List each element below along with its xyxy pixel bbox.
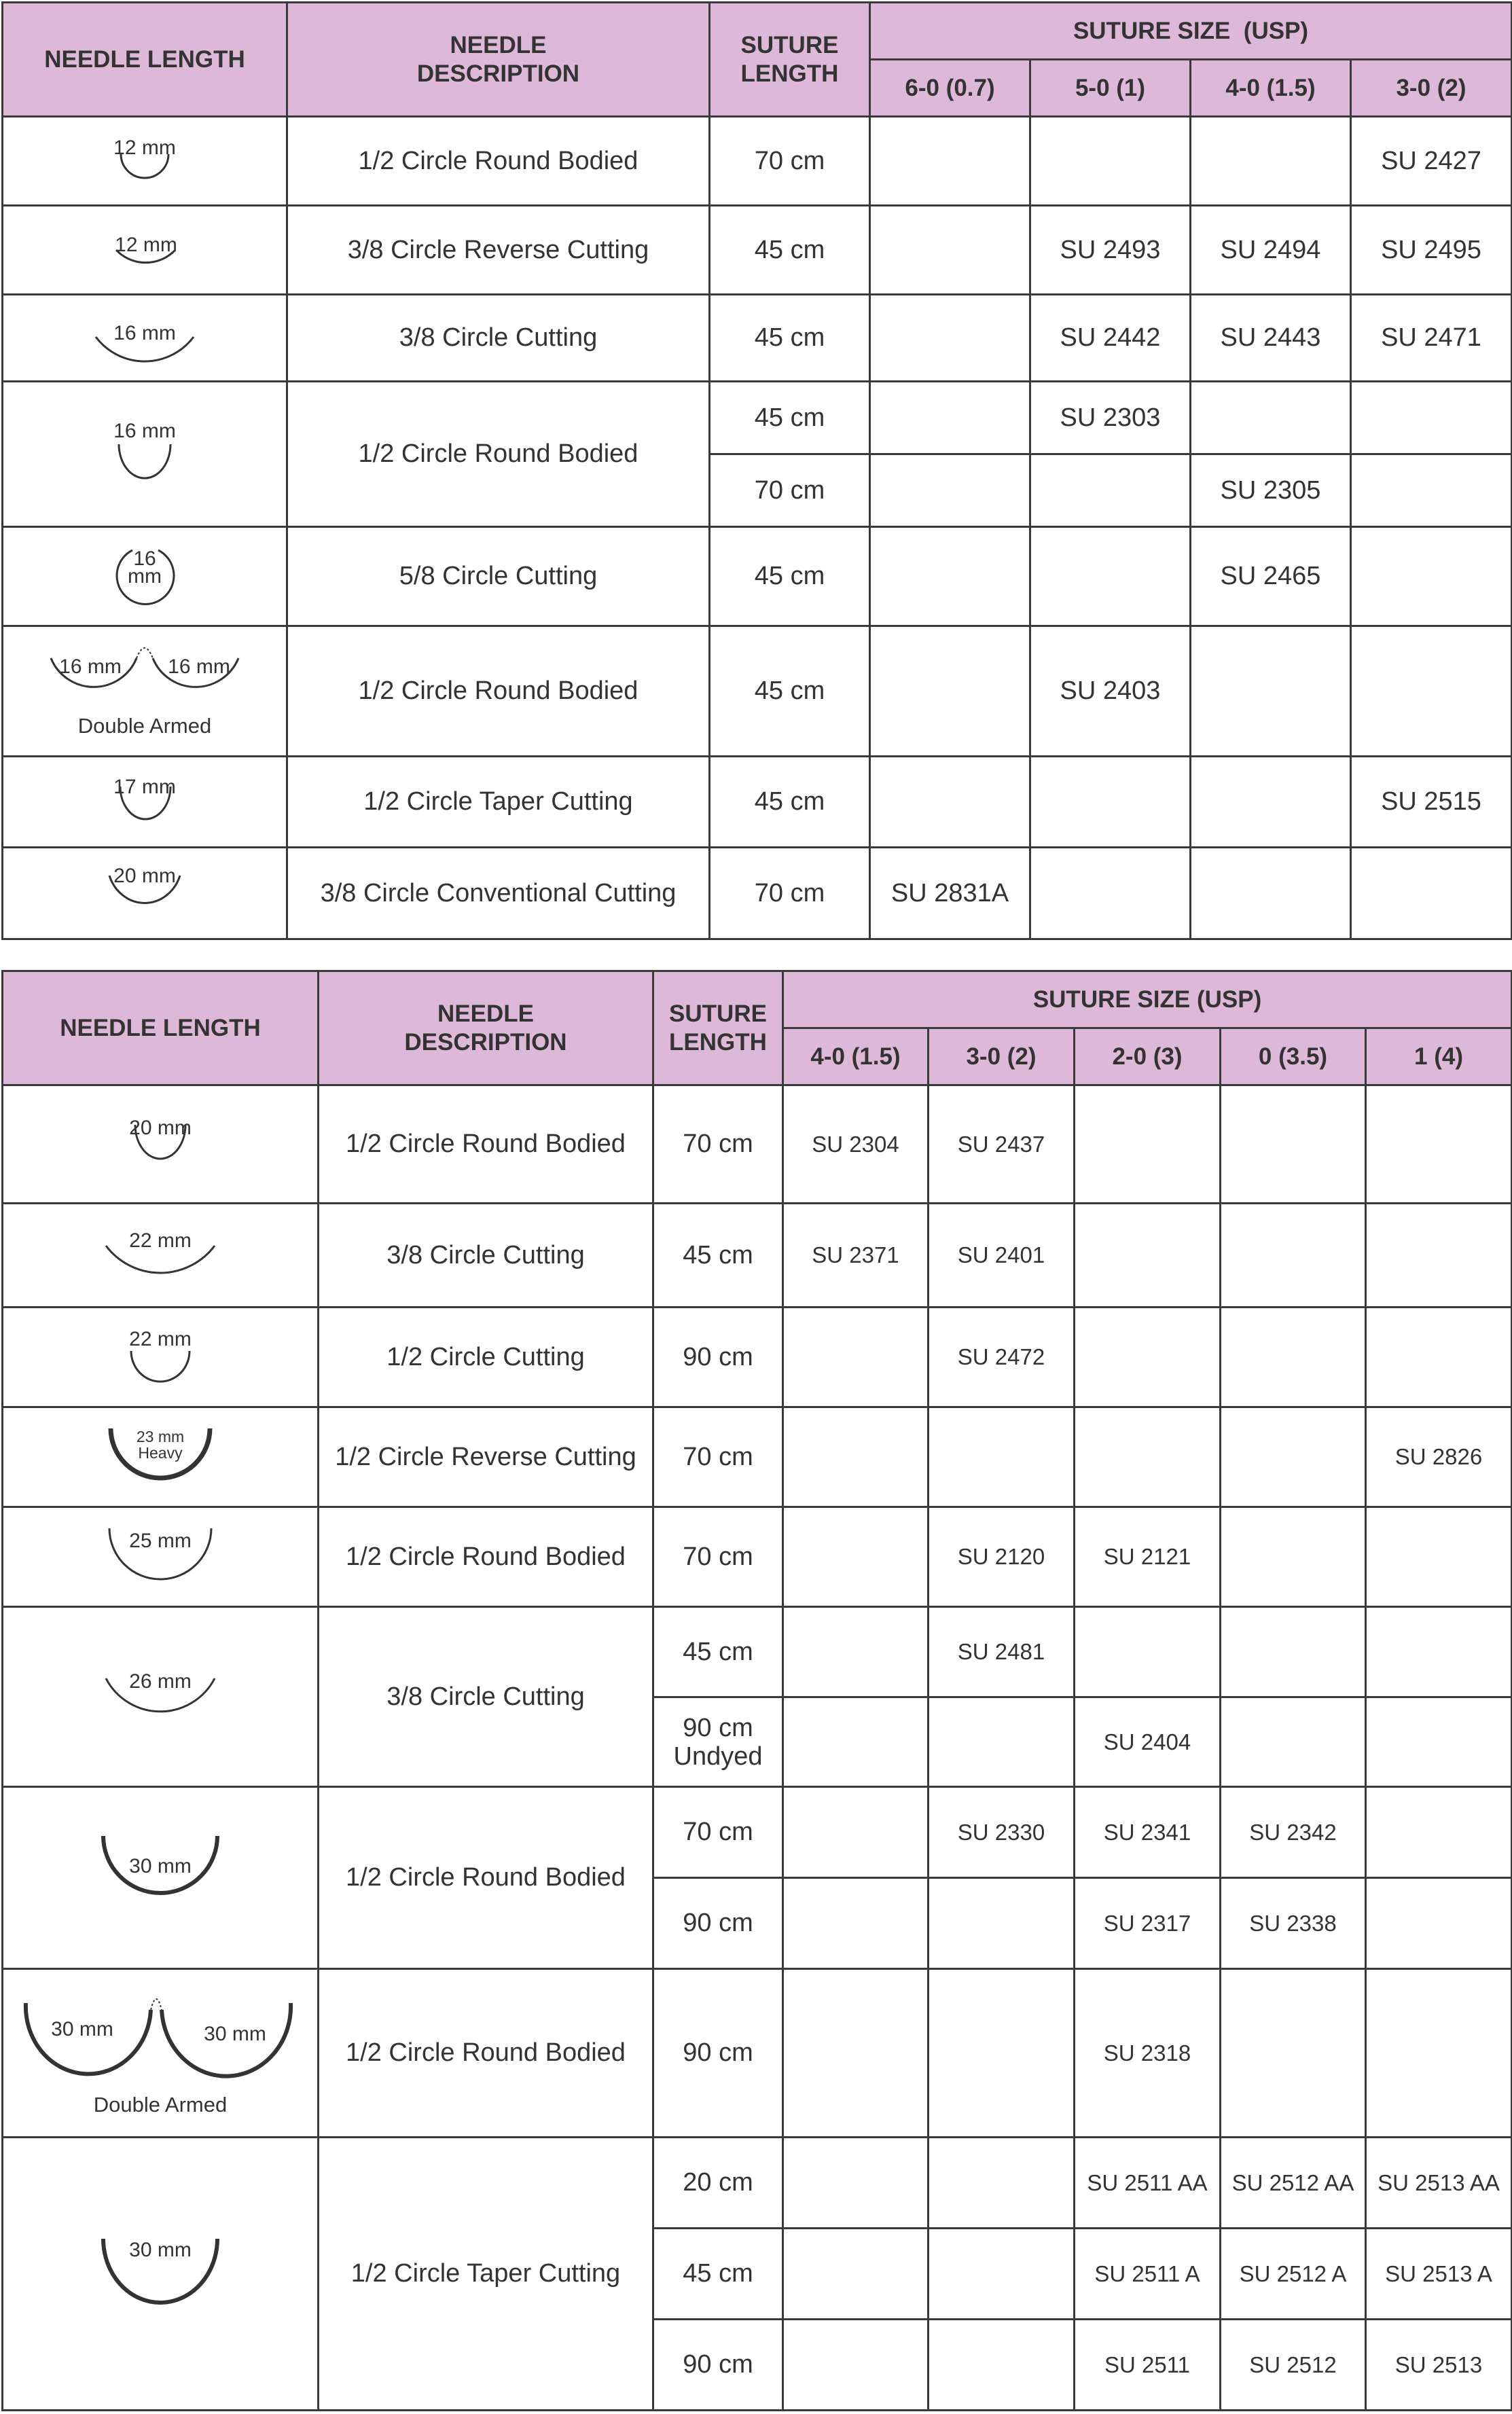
product-code (1351, 527, 1512, 626)
product-code (1221, 1507, 1366, 1607)
svg-text:26 mm: 26 mm (129, 1670, 192, 1693)
header-suture-length: SUTURE LENGTH (653, 971, 783, 1085)
product-code (1075, 1308, 1221, 1407)
header-needle-length: NEEDLE LENGTH (3, 971, 319, 1085)
needle-cell (3, 382, 287, 527)
needle-cell (3, 527, 287, 626)
product-code (1366, 1878, 1512, 1969)
product-code: SU 2513 AA (1366, 2138, 1512, 2229)
table-row (3, 1407, 1512, 1507)
product-code: SU 2401 (929, 1204, 1075, 1308)
table-row (3, 1085, 1512, 1204)
svg-text:30 mm: 30 mm (51, 2017, 113, 2040)
product-code: SU 2826 (1366, 1407, 1512, 1507)
table-row (3, 2138, 1512, 2229)
product-code: SU 2495 (1351, 206, 1512, 295)
needle-description: 1/2 Circle Round Bodied (319, 1085, 653, 1204)
svg-text:20 mm: 20 mm (113, 865, 176, 887)
product-code: SU 2437 (929, 1085, 1075, 1204)
suture-length: 45 cm (710, 295, 870, 382)
product-code: SU 2831A (870, 848, 1030, 939)
product-code (783, 1787, 929, 1878)
suture-length: 90 cm (653, 1308, 783, 1407)
suture-length: 45 cm (710, 206, 870, 295)
needle-description: 3/8 Circle Reverse Cutting (287, 206, 710, 295)
product-code: SU 2404 (1075, 1697, 1221, 1787)
table-row (3, 1507, 1512, 1607)
product-code (1366, 1697, 1512, 1787)
product-code: SU 2318 (1075, 1969, 1221, 2138)
table-row (3, 382, 1512, 454)
suture-length: 45 cm (710, 382, 870, 454)
svg-text:30 mm: 30 mm (129, 2238, 192, 2261)
product-code: SU 2330 (929, 1787, 1075, 1878)
suture-length: 45 cm (710, 527, 870, 626)
svg-text:30 mm: 30 mm (129, 1854, 192, 1877)
product-code (783, 2229, 929, 2320)
product-code (1366, 1607, 1512, 1697)
product-code (1221, 1697, 1366, 1787)
three-eighths-circle-needle-icon (84, 859, 206, 927)
needle-description: 1/2 Circle Taper Cutting (287, 757, 710, 848)
product-code (1030, 848, 1191, 939)
half-circle-needle-icon (86, 2227, 235, 2322)
product-code (1191, 117, 1351, 206)
product-code (1030, 454, 1191, 527)
product-code: SU 2120 (929, 1507, 1075, 1607)
product-code (1366, 1507, 1512, 1607)
suture-length: 70 cm (653, 1787, 783, 1878)
needle-description: 1/2 Circle Round Bodied (287, 382, 710, 527)
product-code (1221, 1607, 1366, 1697)
product-code (783, 1697, 929, 1787)
product-code: SU 2317 (1075, 1878, 1221, 1969)
product-code (870, 382, 1030, 454)
table-row (3, 527, 1512, 626)
product-code (1075, 1085, 1221, 1204)
product-code: SU 2512 A (1221, 2229, 1366, 2320)
needle-description: 5/8 Circle Cutting (287, 527, 710, 626)
needle-cell (3, 757, 287, 848)
needle-description: 1/2 Circle Round Bodied (287, 626, 710, 757)
suture-length: 70 cm (710, 454, 870, 527)
product-code (1351, 848, 1512, 939)
header-size: 3-0 (2) (1351, 60, 1512, 117)
product-code: SU 2403 (1030, 626, 1191, 757)
table-row (3, 206, 1512, 295)
product-code (929, 2229, 1075, 2320)
suture-length: 90 cm (653, 2320, 783, 2411)
half-circle-needle-icon (90, 772, 199, 833)
table-row (3, 295, 1512, 382)
suture-length: 70 cm (710, 848, 870, 939)
product-code (1191, 626, 1351, 757)
svg-text:17 mm: 17 mm (113, 775, 176, 798)
product-code (929, 2138, 1075, 2229)
header-size: 2-0 (3) (1075, 1028, 1221, 1085)
product-code: SU 2513 A (1366, 2229, 1512, 2320)
needle-description: 1/2 Circle Round Bodied (319, 1969, 653, 2138)
header-size: 1 (4) (1366, 1028, 1512, 1085)
suture-length: 45 cm (653, 1607, 783, 1697)
product-code (870, 527, 1030, 626)
product-code (1221, 1407, 1366, 1507)
needle-cell (3, 1787, 319, 1969)
needle-cell (3, 1204, 319, 1308)
needle-description: 1/2 Circle Round Bodied (287, 117, 710, 206)
table-row (3, 848, 1512, 939)
svg-text:16: 16 (133, 547, 156, 570)
product-code: SU 2338 (1221, 1878, 1366, 1969)
product-code (783, 1969, 929, 2138)
product-code (870, 757, 1030, 848)
suture-length: 90 cm (653, 1878, 783, 1969)
needle-description: 3/8 Circle Conventional Cutting (287, 848, 710, 939)
product-code (1221, 1969, 1366, 2138)
three-eighths-circle-needle-icon (90, 223, 199, 277)
product-code (1366, 1787, 1512, 1878)
header-size: 0 (3.5) (1221, 1028, 1366, 1085)
svg-text:25 mm: 25 mm (129, 1530, 192, 1552)
needle-cell (3, 848, 287, 939)
header-size: 6-0 (0.7) (870, 60, 1030, 117)
needle-cell (3, 1507, 319, 1607)
product-code (783, 1308, 929, 1407)
product-code (783, 2320, 929, 2411)
svg-text:16 mm: 16 mm (113, 321, 176, 344)
table-row (3, 757, 1512, 848)
three-eighths-circle-needle-icon (86, 1221, 235, 1289)
product-code (783, 1407, 929, 1507)
product-code (783, 1607, 929, 1697)
suture-table-1 (1, 1, 1512, 940)
suture-length: 45 cm (710, 757, 870, 848)
svg-text:Heavy: Heavy (138, 1444, 183, 1462)
product-code (1075, 1607, 1221, 1697)
header-size: 3-0 (2) (929, 1028, 1075, 1085)
needle-description: 3/8 Circle Cutting (319, 1607, 653, 1787)
product-code: SU 2512 (1221, 2320, 1366, 2411)
product-code (1366, 1085, 1512, 1204)
needle-description: 3/8 Circle Cutting (287, 295, 710, 382)
needle-cell (3, 2138, 319, 2411)
suture-length: 70 cm (653, 1085, 783, 1204)
svg-text:23 mm: 23 mm (136, 1428, 185, 1445)
product-code (929, 2320, 1075, 2411)
needle-description: 1/2 Circle Reverse Cutting (319, 1407, 653, 1507)
needle-cell (3, 206, 287, 295)
product-code: SU 2371 (783, 1204, 929, 1308)
double-armed-needle-icon (18, 1989, 303, 2091)
product-code: SU 2303 (1030, 382, 1191, 454)
table-row (3, 1607, 1512, 1697)
table-row (3, 1787, 1512, 1878)
needle-cell (3, 626, 287, 757)
product-code (1221, 1085, 1366, 1204)
product-code: SU 2493 (1030, 206, 1191, 295)
svg-text:12 mm: 12 mm (113, 137, 176, 159)
suture-length: 45 cm (710, 626, 870, 757)
product-code (1191, 757, 1351, 848)
product-code (1351, 382, 1512, 454)
suture-length: 45 cm (653, 2229, 783, 2320)
product-code (1075, 1204, 1221, 1308)
svg-text:22 mm: 22 mm (129, 1328, 192, 1350)
product-code (870, 454, 1030, 527)
double-armed-needle-icon (43, 645, 247, 713)
product-code: SU 2305 (1191, 454, 1351, 527)
half-circle-needle-icon (86, 1831, 235, 1926)
product-code (1221, 1308, 1366, 1407)
product-code (870, 206, 1030, 295)
product-code (1366, 1204, 1512, 1308)
table-row (3, 626, 1512, 757)
product-code (1351, 454, 1512, 527)
svg-text:16 mm: 16 mm (113, 419, 176, 442)
product-code: SU 2341 (1075, 1787, 1221, 1878)
suture-length: 45 cm (653, 1204, 783, 1308)
table-row (3, 1204, 1512, 1308)
product-code (1191, 382, 1351, 454)
product-code (1366, 1969, 1512, 2138)
svg-text:22 mm: 22 mm (129, 1229, 192, 1252)
product-code (929, 1969, 1075, 2138)
suture-length: 70 cm (653, 1407, 783, 1507)
svg-text:12 mm: 12 mm (115, 234, 177, 256)
product-code: SU 2481 (929, 1607, 1075, 1697)
half-circle-needle-icon (90, 134, 199, 188)
product-code: SU 2511 AA (1075, 2138, 1221, 2229)
product-code (870, 626, 1030, 757)
half-circle-needle-icon (90, 417, 199, 492)
half-circle-needle-icon (99, 1523, 221, 1591)
needle-cell (3, 1308, 319, 1407)
heavy-half-circle-needle-icon (103, 1423, 218, 1491)
product-code (1351, 626, 1512, 757)
product-code (1191, 848, 1351, 939)
three-eighths-circle-needle-icon (77, 311, 213, 365)
svg-text:20 mm: 20 mm (129, 1116, 192, 1139)
header-needle-description: NEEDLE DESCRIPTION (319, 971, 653, 1085)
product-code (929, 1697, 1075, 1787)
header-size: 5-0 (1) (1030, 60, 1191, 117)
needle-cell (3, 117, 287, 206)
needle-description: 3/8 Circle Cutting (319, 1204, 653, 1308)
product-code: SU 2511 (1075, 2320, 1221, 2411)
product-code (1366, 1308, 1512, 1407)
needle-cell (3, 1969, 319, 2138)
svg-text:30 mm: 30 mm (204, 2022, 266, 2045)
product-code: SU 2511 A (1075, 2229, 1221, 2320)
needle-cell (3, 1085, 319, 1204)
needle-cell (3, 1607, 319, 1787)
svg-text:16 mm: 16 mm (59, 655, 122, 678)
header-needle-description: NEEDLE DESCRIPTION (287, 3, 710, 117)
product-code (929, 1878, 1075, 1969)
product-code (929, 1407, 1075, 1507)
needle-description: 1/2 Circle Cutting (319, 1308, 653, 1407)
product-code (870, 117, 1030, 206)
half-circle-needle-icon (103, 1107, 218, 1182)
three-eighths-circle-needle-icon (86, 1659, 235, 1734)
suture-length: 90 cm (653, 1969, 783, 2138)
needle-cell (3, 295, 287, 382)
product-code: SU 2443 (1191, 295, 1351, 382)
product-code: SU 2515 (1351, 757, 1512, 848)
half-circle-needle-icon (103, 1320, 218, 1394)
suture-length: 90 cm Undyed (653, 1697, 783, 1787)
header-suture-length: SUTURE LENGTH (710, 3, 870, 117)
header-size: 4-0 (1.5) (783, 1028, 929, 1085)
product-code: SU 2342 (1221, 1787, 1366, 1878)
product-code: SU 2471 (1351, 295, 1512, 382)
product-code: SU 2512 AA (1221, 2138, 1366, 2229)
needle-description: 1/2 Circle Taper Cutting (319, 2138, 653, 2411)
product-code (1030, 527, 1191, 626)
product-code (783, 1878, 929, 1969)
table-row (3, 117, 1512, 206)
suture-length: 70 cm (710, 117, 870, 206)
product-code: SU 2494 (1191, 206, 1351, 295)
suture-length: 70 cm (653, 1507, 783, 1607)
product-code (1030, 757, 1191, 848)
product-code (1221, 1204, 1366, 1308)
svg-text:mm: mm (128, 564, 162, 588)
header-needle-length: NEEDLE LENGTH (3, 3, 287, 117)
suture-table-2 (1, 970, 1512, 2411)
product-code: SU 2465 (1191, 527, 1351, 626)
product-code (783, 2138, 929, 2229)
product-code: SU 2472 (929, 1308, 1075, 1407)
header-size: 4-0 (1.5) (1191, 60, 1351, 117)
needle-cell (3, 1407, 319, 1507)
product-code: SU 2442 (1030, 295, 1191, 382)
suture-length: 20 cm (653, 2138, 783, 2229)
product-code (1075, 1407, 1221, 1507)
table-row (3, 1308, 1512, 1407)
table-row (3, 1969, 1512, 2138)
product-code (870, 295, 1030, 382)
product-code: SU 2304 (783, 1085, 929, 1204)
header-suture-size: SUTURE SIZE (USP) (870, 3, 1512, 60)
header-suture-size: SUTURE SIZE (USP) (783, 971, 1512, 1028)
needle-description: 1/2 Circle Round Bodied (319, 1787, 653, 1969)
product-code (1030, 117, 1191, 206)
product-code (783, 1507, 929, 1607)
five-eighths-circle-needle-icon (90, 539, 199, 614)
double-armed-caption: Double Armed (93, 2092, 228, 2116)
double-armed-caption: Double Armed (77, 713, 212, 738)
product-code: SU 2427 (1351, 117, 1512, 206)
product-code: SU 2121 (1075, 1507, 1221, 1607)
needle-description: 1/2 Circle Round Bodied (319, 1507, 653, 1607)
product-code: SU 2513 (1366, 2320, 1512, 2411)
svg-text:16 mm: 16 mm (168, 655, 230, 678)
